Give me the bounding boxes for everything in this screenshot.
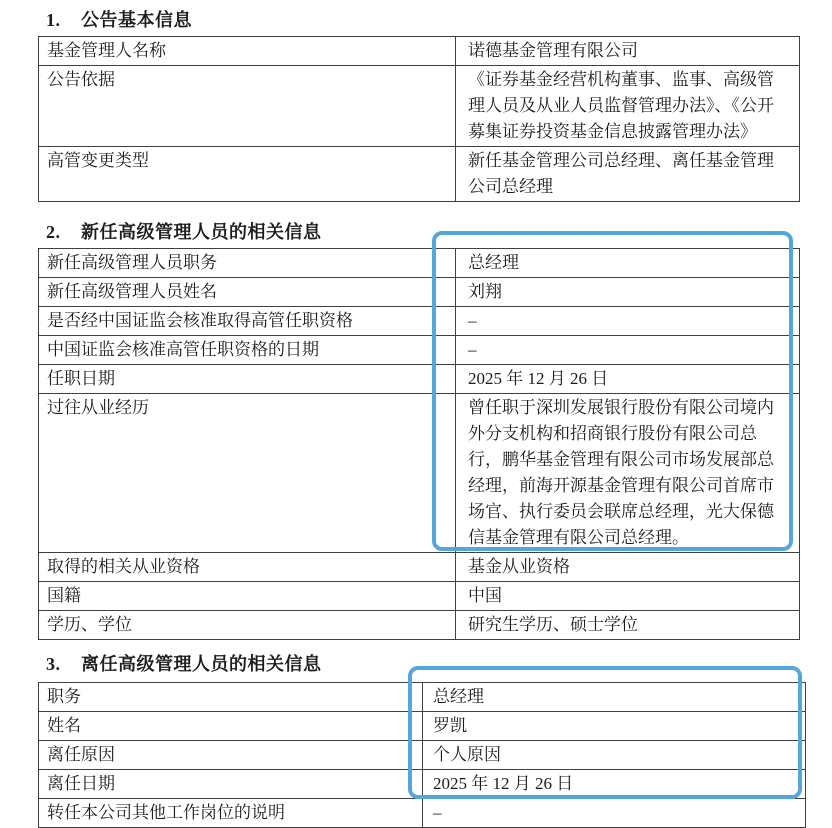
row-value: – — [456, 307, 800, 336]
row-value: 总经理 — [423, 683, 806, 712]
row-label: 转任本公司其他工作岗位的说明 — [39, 799, 423, 828]
row-value: 刘翔 — [456, 278, 800, 307]
row-label: 新任高级管理人员姓名 — [39, 278, 456, 307]
row-value: 曾任职于深圳发展银行股份有限公司境内外分支机构和招商银行股份有限公司总行，鹏华基金管理有限公司市场发展部总经理，前海开源基金管理有限公司首席市场官、执行委员会联席总经理，光大保德信基金管理有限公司总经理。 — [456, 394, 800, 553]
table-row — [39, 799, 806, 828]
row-label: 高管变更类型 — [39, 147, 456, 202]
row-value: – — [423, 799, 806, 828]
section-departing-manager-info — [38, 652, 832, 828]
row-value: 《证券基金经营机构董事、监事、高级管理人员及从业人员监督管理办法》、《公开募集证券投资基金信息披露管理办法》 — [456, 66, 800, 147]
row-value: 研究生学历、硕士学位 — [456, 611, 800, 640]
departing-manager-info-table — [38, 682, 806, 828]
table-row — [39, 336, 800, 365]
table-row — [39, 147, 800, 202]
table-row — [39, 683, 806, 712]
row-label: 基金管理人名称 — [39, 37, 456, 66]
row-label: 任职日期 — [39, 365, 456, 394]
table-row — [39, 307, 800, 336]
new-manager-info-table — [38, 248, 800, 640]
table-row — [39, 66, 800, 147]
section-3-number: 3. — [46, 654, 61, 674]
section-3-title: 离任高级管理人员的相关信息 — [81, 654, 322, 674]
row-label: 离任原因 — [39, 741, 423, 770]
row-label: 职务 — [39, 683, 423, 712]
row-value: 2025 年 12 月 26 日 — [423, 770, 806, 799]
row-label: 过往从业经历 — [39, 394, 456, 553]
row-value: 罗凯 — [423, 712, 806, 741]
table-row — [39, 278, 800, 307]
table-row — [39, 611, 800, 640]
section-2-heading — [38, 220, 832, 244]
table-row — [39, 582, 800, 611]
row-label: 新任高级管理人员职务 — [39, 249, 456, 278]
section-2-title: 新任高级管理人员的相关信息 — [81, 222, 322, 242]
table-row — [39, 37, 800, 66]
section-announcement-info — [38, 8, 832, 202]
row-label: 公告依据 — [39, 66, 456, 147]
table-row — [39, 741, 806, 770]
section-new-manager-info — [38, 220, 832, 640]
row-label: 取得的相关从业资格 — [39, 553, 456, 582]
row-value: 新任基金管理公司总经理、离任基金管理公司总经理 — [456, 147, 800, 202]
row-label: 是否经中国证监会核准取得高管任职资格 — [39, 307, 456, 336]
table-row — [39, 365, 800, 394]
row-value: 个人原因 — [423, 741, 806, 770]
row-label: 中国证监会核准高管任职资格的日期 — [39, 336, 456, 365]
section-1-heading — [38, 8, 832, 32]
row-value: 总经理 — [456, 249, 800, 278]
row-value: 基金从业资格 — [456, 553, 800, 582]
row-value: 诺德基金管理有限公司 — [456, 37, 800, 66]
table-row — [39, 553, 800, 582]
table-row — [39, 712, 806, 741]
row-label: 学历、学位 — [39, 611, 456, 640]
section-1-number: 1. — [46, 10, 61, 30]
table-row — [39, 770, 806, 799]
announcement-info-table — [38, 36, 800, 202]
row-label: 姓名 — [39, 712, 423, 741]
row-value: 2025 年 12 月 26 日 — [456, 365, 800, 394]
row-label: 国籍 — [39, 582, 456, 611]
row-value: 中国 — [456, 582, 800, 611]
row-label: 离任日期 — [39, 770, 423, 799]
table-row — [39, 249, 800, 278]
section-2-number: 2. — [46, 222, 61, 242]
table-row — [39, 394, 800, 553]
section-1-title: 公告基本信息 — [81, 10, 192, 30]
row-value: – — [456, 336, 800, 365]
section-3-heading — [38, 652, 832, 676]
